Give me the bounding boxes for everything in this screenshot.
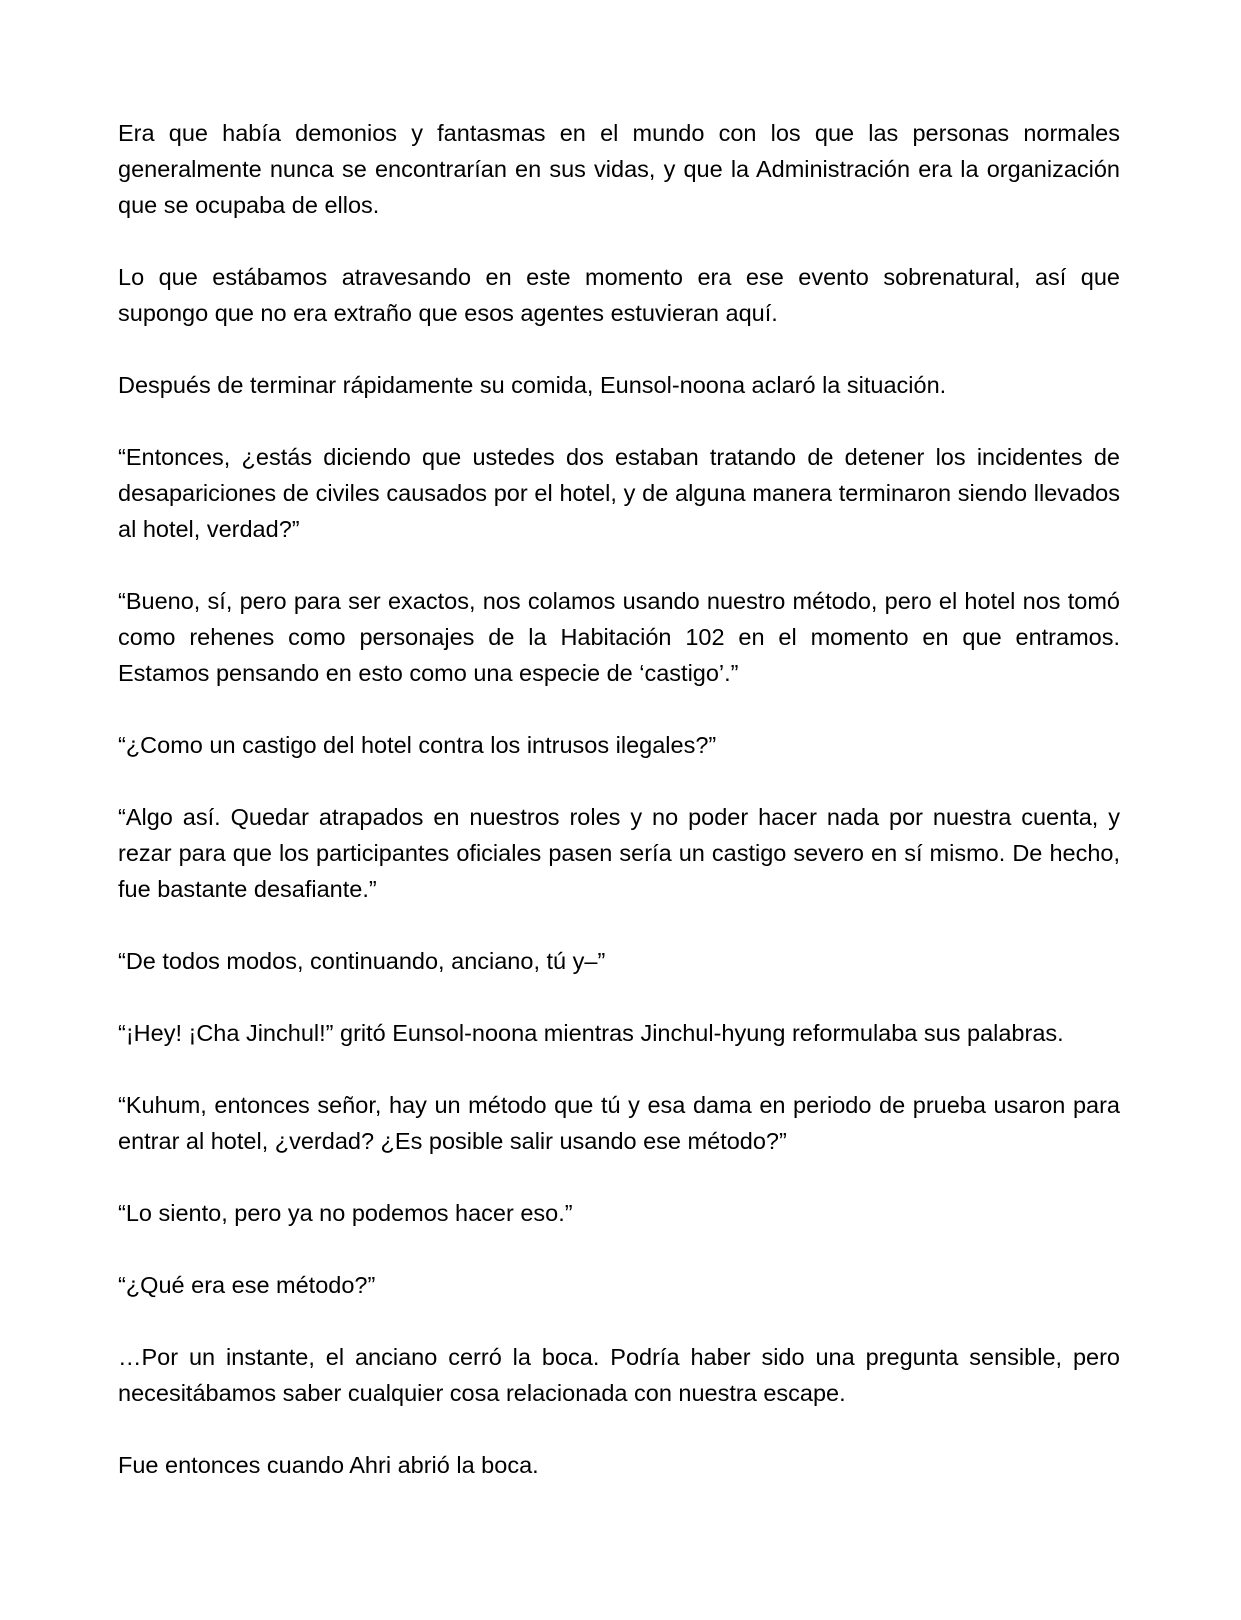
paragraph-4: “Entonces, ¿estás diciendo que ustedes dos estaban tratando de detener los incidentes de desapariciones de civiles causados por el hotel, y de alguna manera terminaron siendo llevados al hotel, verdad?” [118,444,1120,542]
paragraph-10: “Kuhum, entonces señor, hay un método que tú y esa dama en periodo de prueba usaron para entrar al hotel, ¿verdad? ¿Es posible salir usando ese método?” [118,1092,1120,1154]
paragraph-8: “De todos modos, continuando, anciano, tú y–” [118,948,606,974]
paragraph-12: “¿Qué era ese método?” [118,1272,376,1298]
paragraph-13: …Por un instante, el anciano cerró la boca. Podría haber sido una pregunta sensible, pero necesitábamos saber cualquier cosa relacionada con nuestra escape. [118,1344,1120,1406]
paragraph-3: Después de terminar rápidamente su comida, Eunsol-noona aclaró la situación. [118,372,947,398]
paragraph-11: “Lo siento, pero ya no podemos hacer eso.” [118,1200,573,1226]
paragraph-6: “¿Como un castigo del hotel contra los intrusos ilegales?” [118,732,717,758]
paragraph-5: “Bueno, sí, pero para ser exactos, nos colamos usando nuestro método, pero el hotel nos tomó como rehenes como personajes de la Habitación 102 en el momento en que entramos. Estamos pensando en esto como una especie de ‘castigo’.” [118,588,1120,686]
paragraph-14: Fue entonces cuando Ahri abrió la boca. [118,1452,539,1478]
document-page [118,115,1120,1519]
paragraph-9: “¡Hey! ¡Cha Jinchul!” gritó Eunsol-noona mientras Jinchul-hyung reformulaba sus palabras. [118,1020,1064,1046]
paragraph-1: Era que había demonios y fantasmas en el mundo con los que las personas normales generalmente nunca se encontrarían en sus vidas, y que la Administración era la organización que se ocupaba de ellos. [118,120,1120,218]
paragraph-7: “Algo así. Quedar atrapados en nuestros roles y no poder hacer nada por nuestra cuenta, y rezar para que los participantes oficiales pasen sería un castigo severo en sí mismo. De hecho, fue bastante desafiante.” [118,804,1120,902]
paragraph-2: Lo que estábamos atravesando en este momento era ese evento sobrenatural, así que supongo que no era extraño que esos agentes estuvieran aquí. [118,264,1120,326]
